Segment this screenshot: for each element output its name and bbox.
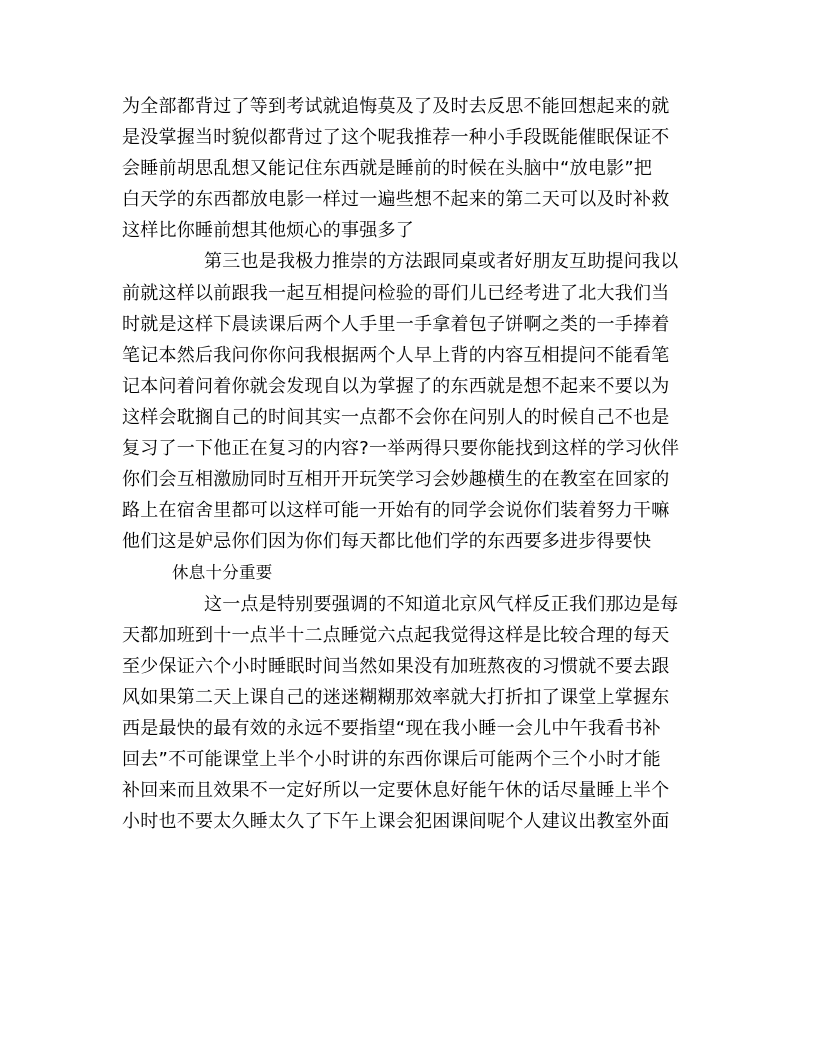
paragraph-line: 为全部都背过了等到考试就追悔莫及了及时去反思不能回想起来的就 — [122, 96, 670, 117]
paragraph-line: 这一点是特别要强调的不知道北京风气样反正我们那边是每 — [204, 593, 679, 615]
paragraph-line: 天都加班到十一点半十二点睡觉六点起我觉得这样是比较合理的每天 — [122, 624, 670, 646]
paragraph-line: 复习了一下他正在复习的内容?一举两得只要你能找到这样的学习伙伴 — [122, 438, 680, 460]
document-body — [122, 91, 697, 837]
paragraph-line: 补回来而且效果不一定好所以一定要休息好能午休的话尽量睡上半个 — [122, 780, 670, 802]
paragraph-line: 这样会耽搁自己的时间其实一点都不会你在问别人的时候自己不也是 — [122, 406, 670, 428]
paragraph-line: 是没掌握当时貌似都背过了这个呢我推荐一种小手段既能催眠保证不 — [122, 127, 670, 149]
paragraph-line: 你们会互相激励同时互相开开玩笑学习会妙趣横生的在教室在回家的 — [122, 469, 670, 491]
paragraph-line: 小时也不要太久睡太久了下午上课会犯困课间呢个人建议出教室外面 — [122, 811, 670, 833]
paragraph-line: 记本问着问着你就会发现自以为掌握了的东西就是想不起来不要以为 — [122, 375, 670, 397]
paragraph-line: 路上在宿舍里都可以这样可能一开始有的同学会说你们装着努力干嘛 — [122, 500, 670, 522]
paragraph-line: 至少保证六个小时睡眠时间当然如果没有加班熬夜的习惯就不要去跟 — [122, 655, 670, 677]
paragraph-line: 这样比你睡前想其他烦心的事强多了 — [122, 220, 414, 242]
section-heading: 休息十分重要 — [172, 563, 273, 583]
paragraph-line: 第三也是我极力推崇的方法跟同桌或者好朋友互助提问我以 — [204, 251, 679, 273]
paragraph-line: 前就这样以前跟我一起互相提问检验的哥们儿已经考进了北大我们当 — [122, 282, 670, 304]
paragraph-line: 风如果第二天上课自己的迷迷糊糊那效率就大打折扣了课堂上掌握东 — [122, 686, 670, 708]
paragraph-line: 西是最快的最有效的永远不要指望“现在我小睡一会儿中午我看书补 — [122, 717, 661, 739]
paragraph-line: 笔记本然后我问你你问我根据两个人早上背的内容互相提问不能看笔 — [122, 344, 670, 366]
paragraph-line: 回去”不可能课堂上半个小时讲的东西你课后可能两个三个小时才能 — [122, 748, 661, 770]
paragraph-line: 会睡前胡思乱想又能记住东西就是睡前的时候在头脑中“放电影”把 — [122, 158, 653, 180]
paragraph-line: 白天学的东西都放电影一样过一遍些想不起来的第二天可以及时补救 — [122, 189, 670, 211]
paragraph-line: 他们这是妒忌你们因为你们每天都比他们学的东西要多进步得要快 — [122, 531, 652, 553]
paragraph-line: 时就是这样下晨读课后两个人手里一手拿着包子饼啊之类的一手捧着 — [122, 313, 670, 335]
